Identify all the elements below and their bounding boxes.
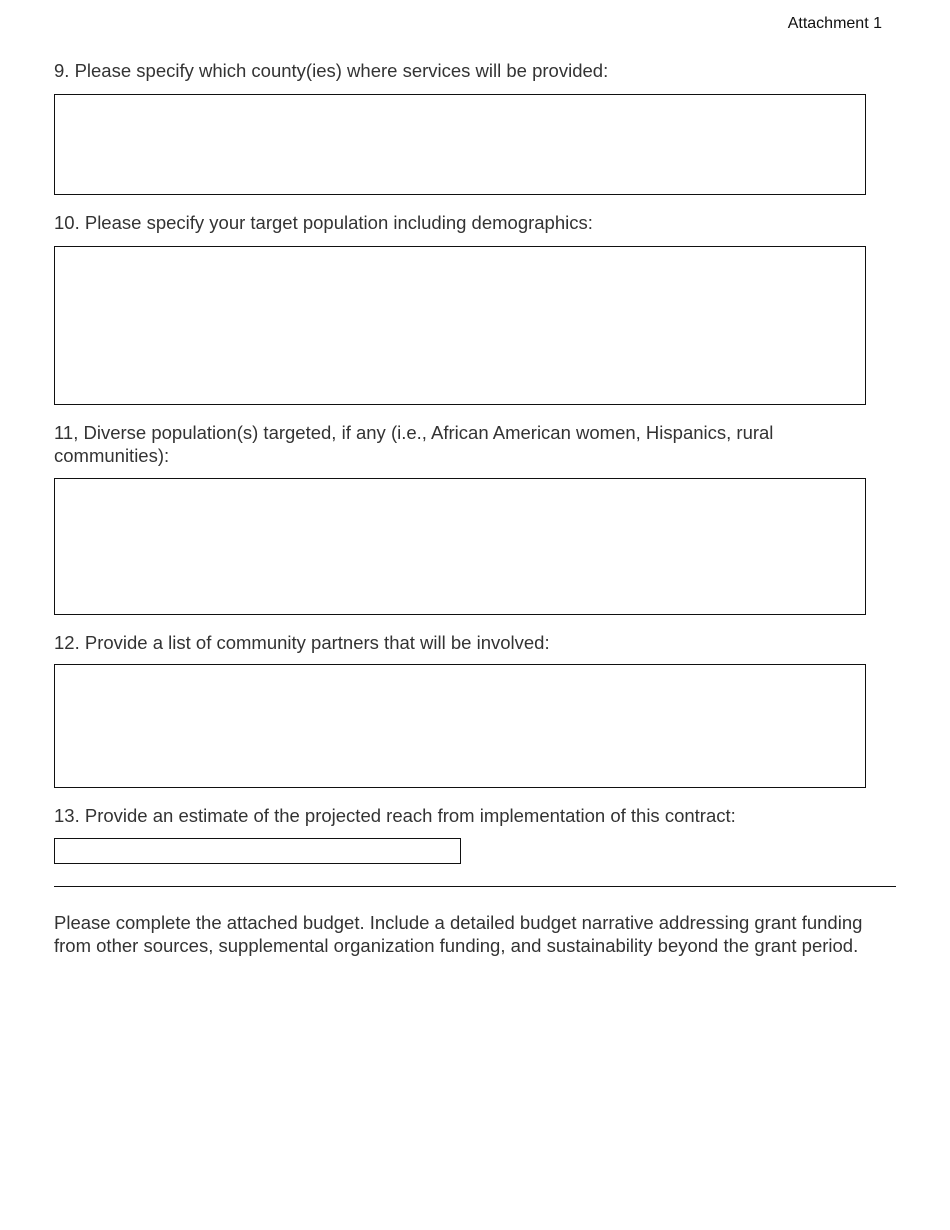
projected-reach-field[interactable] xyxy=(54,838,461,864)
diverse-population-field[interactable] xyxy=(54,478,866,615)
question-13-label: 13. Provide an estimate of the projected reach from implementation of this contract: xyxy=(54,805,736,826)
question-12-label: 12. Provide a list of community partners that will be involved: xyxy=(54,632,550,653)
section-divider xyxy=(54,886,896,887)
question-10-label: 10. Please specify your target population including demographics: xyxy=(54,212,593,233)
county-services-field[interactable] xyxy=(54,94,866,195)
question-11-label: 11, Diverse population(s) targeted, if any (i.e., African American women, Hispanics, rural communities): xyxy=(54,422,774,466)
question-9-label: 9. Please specify which county(ies) where services will be provided: xyxy=(54,60,609,81)
community-partners-field[interactable] xyxy=(54,664,866,788)
target-population-field[interactable] xyxy=(54,246,866,405)
attachment-label: Attachment 1 xyxy=(787,15,882,32)
budget-instructions: Please complete the attached budget. Include a detailed budget narrative addressing grant funding from other sources, supplemental organization funding, and sustainability beyond the grant period. xyxy=(54,912,863,956)
